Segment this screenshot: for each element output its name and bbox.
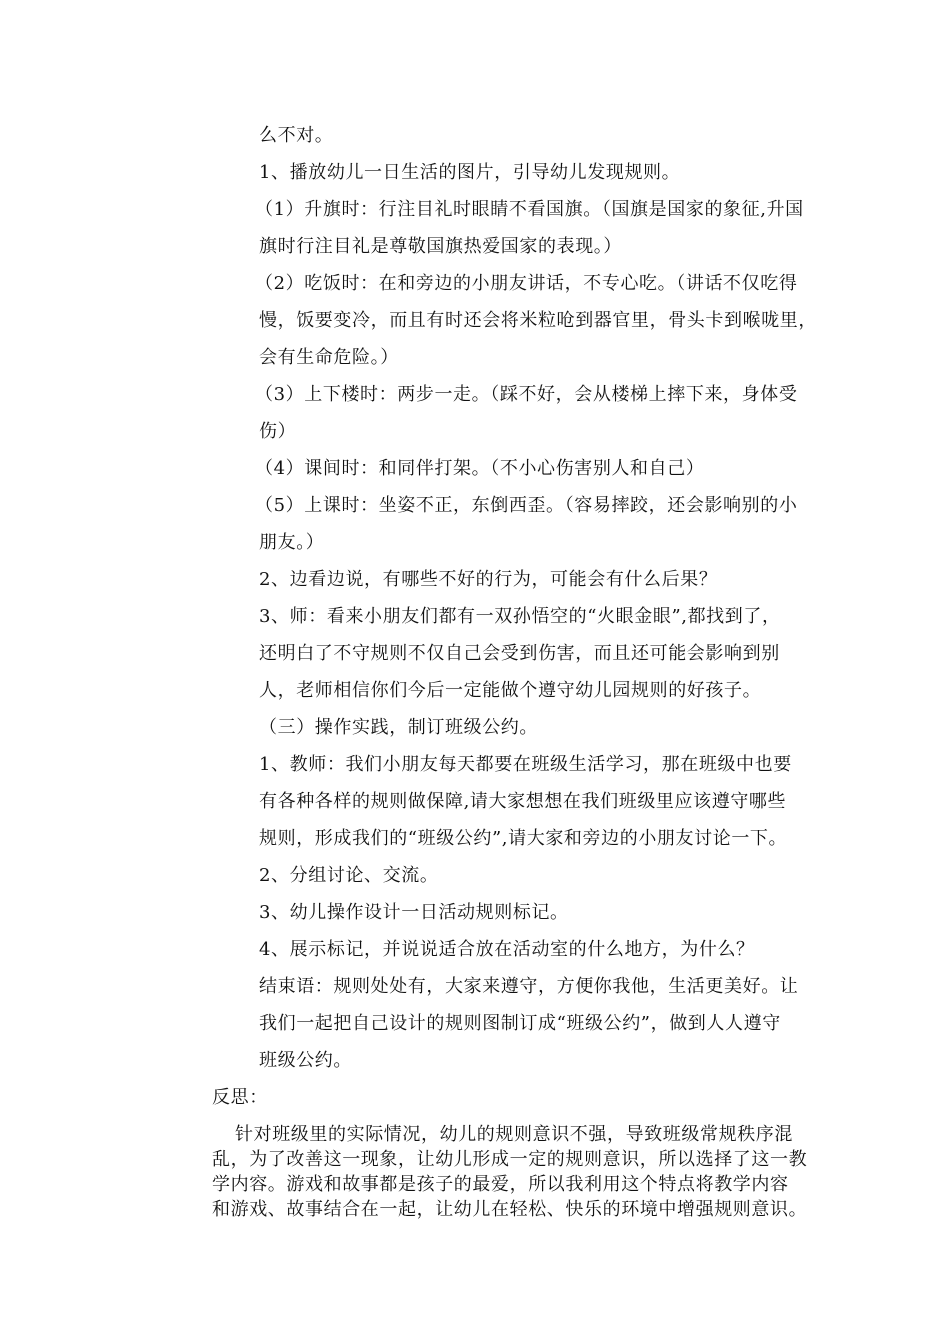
body-line: 规则，形成我们的“班级公约”,请大家和旁边的小朋友讨论一下。	[259, 828, 788, 849]
body-line: 朋友。）	[259, 532, 325, 553]
body-line: （5）上课时：坐姿不正，东倒西歪。（容易摔跤，还会影响别的小	[255, 495, 798, 516]
reflection-line: 和游戏、故事结合在一起，让幼儿在轻松、快乐的环境中增强规则意识。	[212, 1199, 808, 1220]
reflection-heading: 反思：	[212, 1087, 268, 1108]
body-line: 我们一起把自己设计的规则图制订成“班级公约”，做到人人遵守	[259, 1013, 781, 1034]
reflection-line: 针对班级里的实际情况，幼儿的规则意识不强，导致班级常规秩序混	[235, 1124, 793, 1145]
body-line: 伤）	[259, 421, 297, 442]
body-line: 还明白了不守规则不仅自己会受到伤害，而且还可能会影响到别	[259, 643, 780, 664]
body-line: 慢，饭要变冷，而且有时还会将米粒呛到器官里，骨头卡到喉咙里，	[259, 310, 817, 331]
body-line: （2）吃饭时：在和旁边的小朋友讲话，不专心吃。（讲话不仅吃得	[255, 273, 798, 294]
body-line: 4、展示标记，并说说适合放在活动室的什么地方，为什么？	[259, 939, 755, 960]
body-line: 1、教师：我们小朋友每天都要在班级生活学习，那在班级中也要	[259, 754, 792, 775]
reflection-line: 乱，为了改善这一现象，让幼儿形成一定的规则意识，所以选择了这一教	[212, 1149, 808, 1170]
body-line: 会有生命危险。）	[259, 347, 399, 368]
body-line: 3、幼儿操作设计一日活动规则标记。	[259, 902, 569, 923]
body-line: （3）上下楼时：两步一走。（踩不好，会从楼梯上摔下来，身体受	[255, 384, 798, 405]
body-line: 人，老师相信你们今后一定能做个遵守幼儿园规则的好孩子。	[259, 680, 762, 701]
body-line: （1）升旗时：行注目礼时眼睛不看国旗。（国旗是国家的象征,升国	[255, 199, 804, 220]
reflection-line: 学内容。游戏和故事都是孩子的最爱，所以我利用这个特点将教学内容	[212, 1174, 789, 1195]
body-line: 结束语：规则处处有，大家来遵守，方便你我他，生活更美好。让	[259, 976, 799, 997]
body-line: 有各种各样的规则做保障,请大家想想在我们班级里应该遵守哪些	[259, 791, 787, 812]
body-line: 2、边看边说，有哪些不好的行为，可能会有什么后果？	[259, 569, 718, 590]
section-heading: （三）操作实践，制订班级公约。	[259, 717, 538, 738]
body-line: 2、分组讨论、交流。	[259, 865, 439, 886]
body-line: （4）课间时：和同伴打架。（不小心伤害别人和自己）	[255, 458, 705, 479]
body-line: 班级公约。	[259, 1050, 352, 1071]
body-line: 旗时行注目礼是尊敬国旗热爱国家的表现。）	[259, 236, 622, 257]
body-line: 么不对。	[259, 125, 334, 146]
body-line: 3、师：看来小朋友们都有一双孙悟空的“火眼金眼”,都找到了，	[259, 606, 781, 627]
body-line: 1、播放幼儿一日生活的图片，引导幼儿发现规则。	[259, 162, 681, 183]
